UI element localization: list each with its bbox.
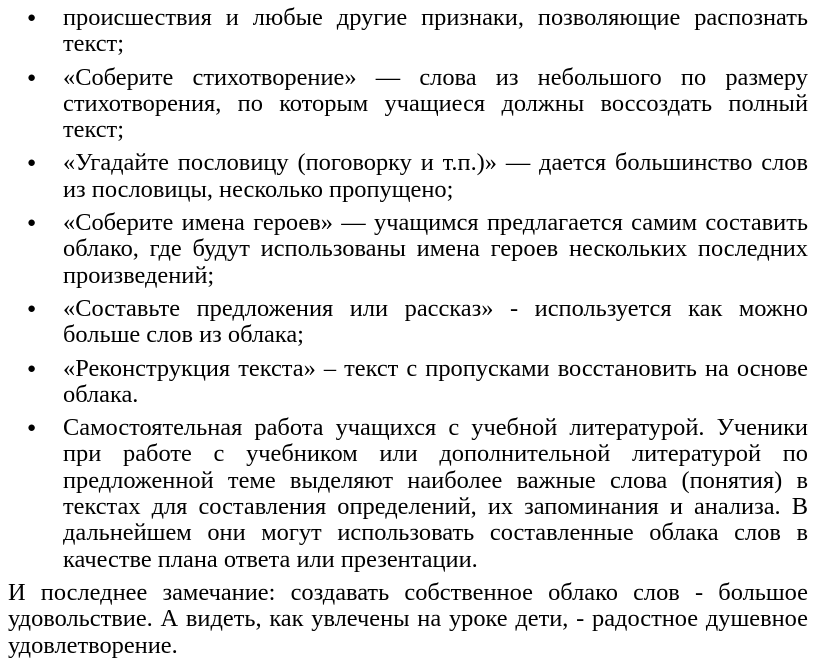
bullet-dot-icon: ●: [27, 300, 37, 317]
bullet-dot-icon: ●: [27, 215, 37, 232]
list-item-text: «Реконструкция текста» – текст с пропусками восстановить на основе облака.: [63, 354, 808, 408]
closing-paragraph: И последнее замечание: создавать собственное облако слов - большое удовольствие. А видеть, как увлечены на уроке дети, - радостное душевное удовлетворение.: [8, 578, 808, 659]
bullet-dot-icon: ●: [27, 69, 37, 86]
list-item: [8, 5, 808, 58]
list-item: [8, 415, 808, 573]
list-item-text: Самостоятельная работа учащихся с учебной литературой. Ученики при работе с учебником или дополнительной литературой по предложенной теме выделяют наиболее важные слова (понятия) в текстах для составления определений, их запоминания и анализа. В дальнейшем они могут использовать составленные облака слов в качестве плана ответа или презентации.: [63, 414, 808, 573]
bullet-dot-icon: ●: [27, 10, 37, 26]
list-item-text: «Угадайте пословицу (поговорку и т.п.)» — дается большинство слов из пословицы, несколько пропущено;: [63, 149, 808, 203]
bullet-dot-icon: ●: [27, 420, 37, 437]
list-item: [8, 210, 808, 289]
bullet-list: [8, 5, 808, 573]
list-item-text: происшествия и любые другие признаки, позволяющие распознать текст;: [63, 4, 808, 58]
list-item: [8, 65, 808, 144]
list-item-text: «Соберите стихотворение» — слова из небольшого по размеру стихотворения, по которым учащиеся должны воссоздать полный текст;: [63, 63, 808, 144]
list-item-text: «Соберите имена героев» — учащимся предлагается самим составить облако, где будут использованы имена героев нескольких последних произведений;: [63, 209, 808, 289]
list-item-text: «Составьте предложения или рассказ» - используется как можно больше слов из облака;: [63, 294, 808, 349]
bullet-dot-icon: ●: [27, 360, 37, 377]
bullet-dot-icon: ●: [27, 155, 37, 172]
list-item: [8, 150, 808, 203]
list-item: [8, 356, 808, 409]
list-item: [8, 296, 808, 349]
